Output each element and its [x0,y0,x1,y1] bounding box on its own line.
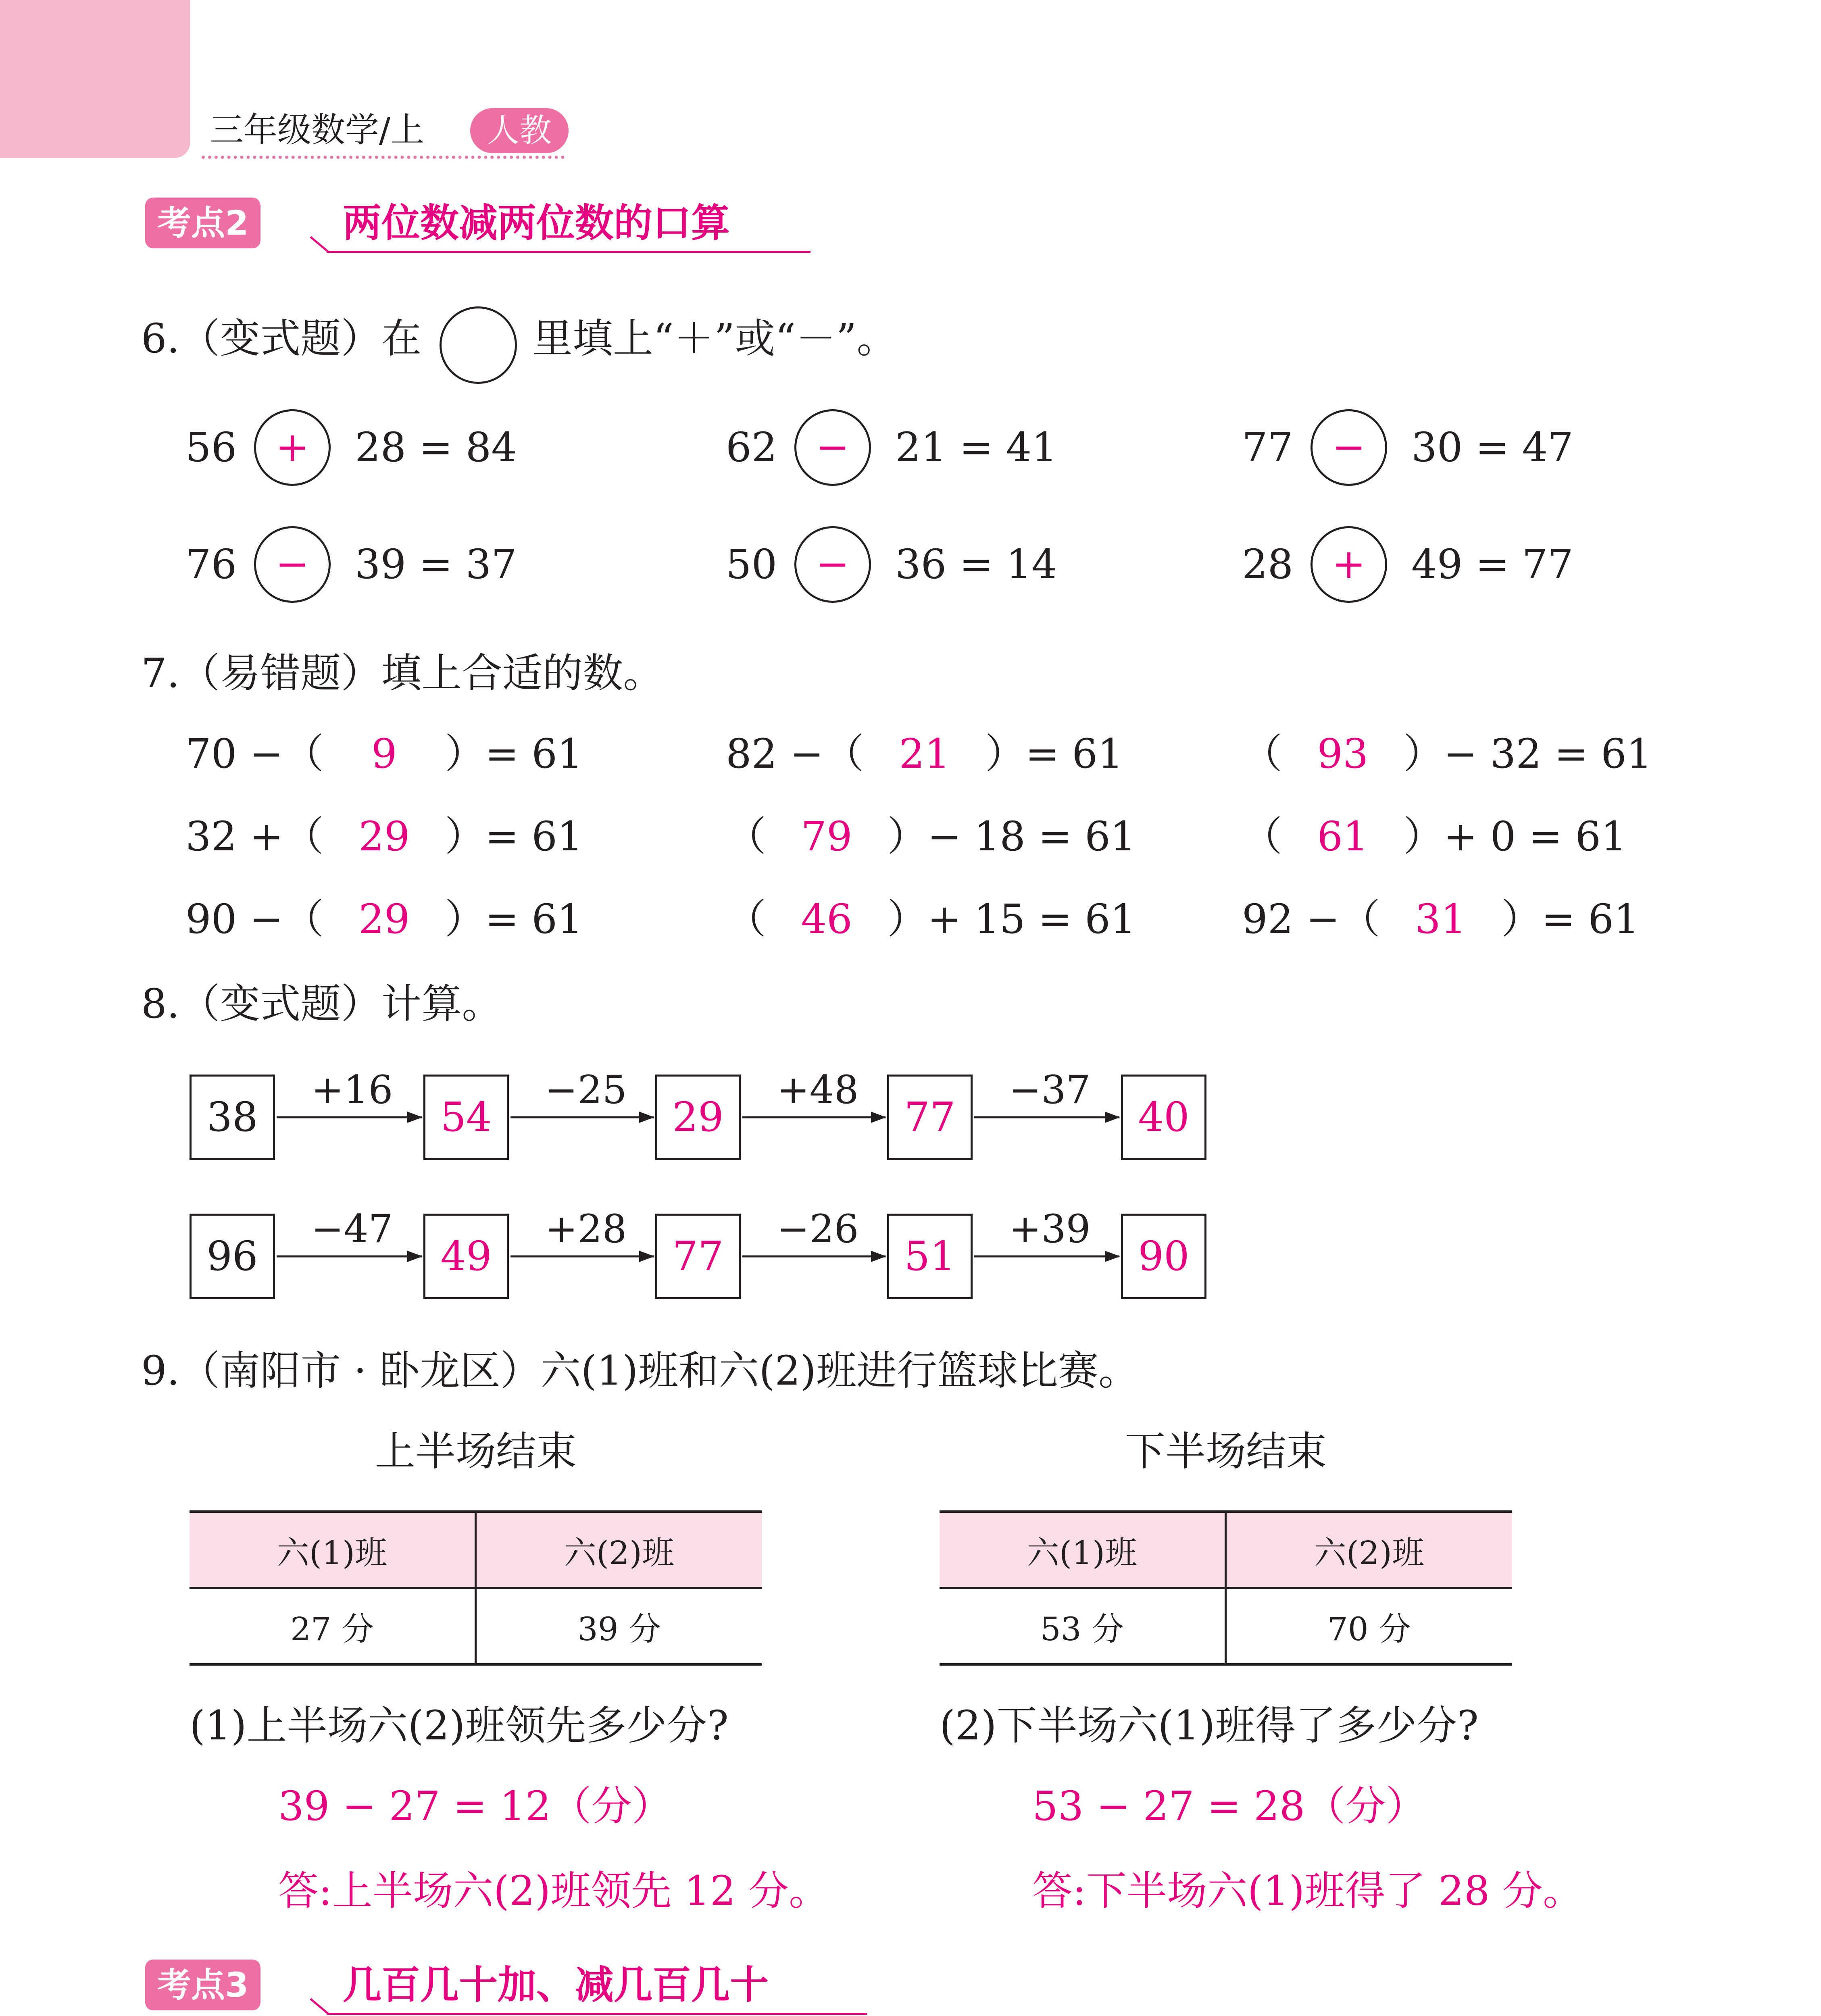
q9-sub1-question: (1)上半场六(2)班领先多少分? [190,1702,729,1749]
q9-sub2-question: (2)下半场六(1)班得了多少分? [940,1702,1479,1749]
q7-answer: 93 [1317,730,1369,777]
table2-score-class2: 70 分 [1226,1588,1512,1665]
q7-prefix: 92 −（ [1242,896,1380,943]
table1-caption: 上半场结束 [375,1428,577,1475]
table2-caption: 下半场结束 [1125,1428,1327,1475]
q6-operator: + [275,423,309,471]
q6-operator: − [1332,423,1366,471]
q9-sub1-calc: 39 − 27 = 12（分） [278,1783,672,1830]
score-table-first-half [190,1510,762,1666]
q7-prefix: （ [726,896,766,943]
q7-item [726,730,1123,777]
q6-left-operand: 50 [726,541,777,588]
q7-item [185,896,583,943]
q7-item [726,896,1136,943]
q6-operator-circle [1311,409,1387,486]
q6-left-operand: 77 [1242,424,1294,471]
q9-sub1-answer: 答:上半场六(2)班领先 12 分。 [278,1867,829,1914]
edition-badge: 人教 [470,108,569,153]
q6-stem-text: 6.（变式题）在 [141,315,422,362]
kp3-tag: 考点3 [145,1960,260,2010]
q7-prefix: （ [1242,813,1282,860]
q7-item [1242,813,1627,860]
table1-header-class1: 六(1)班 [190,1512,476,1588]
kp2-title: 两位数减两位数的口算 [343,200,730,246]
q9-sub2-answer: 答:下半场六(1)班得了 28 分。 [1032,1867,1583,1914]
q6-operator: − [816,423,850,471]
corner-decoration [0,0,190,158]
q6-left-operand: 56 [185,424,237,471]
q7-item [1242,896,1640,943]
q6-operator-circle [1311,526,1387,603]
book-title: 三年级数学/上 [210,110,425,150]
table2-header-class2: 六(2)班 [1226,1512,1512,1588]
q7-suffix: ）= 61 [985,730,1123,777]
chain-operation-label: +48 [777,1067,859,1112]
table2-score-class1: 53 分 [940,1588,1226,1665]
chain-result-box: 54 [423,1075,509,1160]
chain-operation-label: +16 [311,1067,393,1112]
table2-header-class1: 六(1)班 [940,1512,1226,1588]
q7-prefix: 90 −（ [185,896,324,943]
chain-result-box: 51 [887,1214,973,1299]
q7-item [1242,730,1652,777]
q7-item [726,813,1136,860]
q7-suffix: ）− 18 = 61 [887,813,1136,860]
q7-suffix: ）− 32 = 61 [1403,730,1652,777]
chain-operation-label: +28 [545,1206,627,1252]
q6-right-expression: 39 = 37 [355,541,517,588]
q9-sub2-calc: 53 − 27 = 28（分） [1032,1783,1426,1830]
q7-answer: 9 [371,730,397,777]
q7-suffix: ）= 61 [1501,896,1640,943]
chain-operation-label: +39 [1009,1206,1091,1252]
q7-suffix: ）= 61 [444,813,583,860]
q6-operator-circle [254,409,331,486]
q6-right-expression: 21 = 41 [895,424,1057,471]
q6-stem [141,315,422,362]
q7-prefix: 70 −（ [185,730,324,777]
chain-operation-label: −37 [1009,1067,1091,1112]
chain-result-box: 49 [423,1214,509,1299]
chain-result-box: 90 [1121,1214,1206,1299]
q7-suffix: ）+ 0 = 61 [1403,813,1627,860]
chain-result-box: 29 [655,1075,741,1160]
q6-operator: − [275,540,309,587]
q7-prefix: （ [726,813,766,860]
q6-operator-circle [794,409,871,486]
q6-operator-circle [254,526,331,603]
q7-answer: 21 [899,730,950,777]
q6-right-expression: 30 = 47 [1411,424,1573,471]
table1-header-class2: 六(2)班 [476,1512,762,1588]
q6-left-operand: 62 [726,424,777,471]
kp2-underline [327,251,810,253]
q7-suffix: ）= 61 [444,896,583,943]
q7-suffix: ）+ 15 = 61 [887,896,1136,943]
q7-suffix: ）= 61 [444,730,583,777]
score-table-second-half [940,1510,1512,1666]
table1-score-class1: 27 分 [190,1588,476,1665]
q7-item [185,730,583,777]
q7-answer: 29 [358,813,410,860]
q7-item [185,813,583,860]
q7-answer: 61 [1317,813,1369,860]
chain-result-box: 77 [655,1214,741,1299]
kp3-underline [327,2013,867,2015]
chain-start-box: 38 [190,1075,275,1160]
header-divider [202,156,565,159]
q8-stem: 8.（变式题）计算。 [141,980,502,1027]
q6-stem-after: 里填上“＋”或“－”。 [532,315,897,362]
table1-score-class2: 39 分 [476,1588,762,1665]
q6-right-expression: 36 = 14 [895,541,1057,588]
chain-start-box: 96 [190,1214,275,1299]
q6-operator-circle [794,526,871,603]
empty-circle-icon [440,306,517,384]
chain-result-box: 40 [1121,1075,1206,1160]
kp2-tag: 考点2 [145,198,260,248]
q6-operator: + [1332,540,1366,587]
q6-left-operand: 76 [185,541,237,588]
q6-right-expression: 49 = 77 [1411,541,1573,588]
kp3-title: 几百几十加、减几百几十 [343,1962,769,2008]
q7-answer: 29 [358,896,410,943]
q7-prefix: 82 −（ [726,730,864,777]
q6-left-operand: 28 [1242,541,1294,588]
q7-prefix: （ [1242,730,1282,777]
q7-answer: 79 [801,813,852,860]
chain-operation-label: −25 [545,1067,627,1112]
chain-operation-label: −47 [311,1206,393,1252]
q6-right-expression: 28 = 84 [355,424,517,471]
q6-operator: − [816,540,850,587]
q7-answer: 31 [1415,896,1467,943]
q9-stem: 9.（南阳市 · 卧龙区）六(1)班和六(2)班进行篮球比赛。 [141,1347,1139,1394]
chain-operation-label: −26 [777,1206,859,1252]
q7-prefix: 32 +（ [185,813,324,860]
q7-stem: 7.（易错题）填上合适的数。 [141,650,664,697]
chain-result-box: 77 [887,1075,973,1160]
q7-answer: 46 [801,896,852,943]
